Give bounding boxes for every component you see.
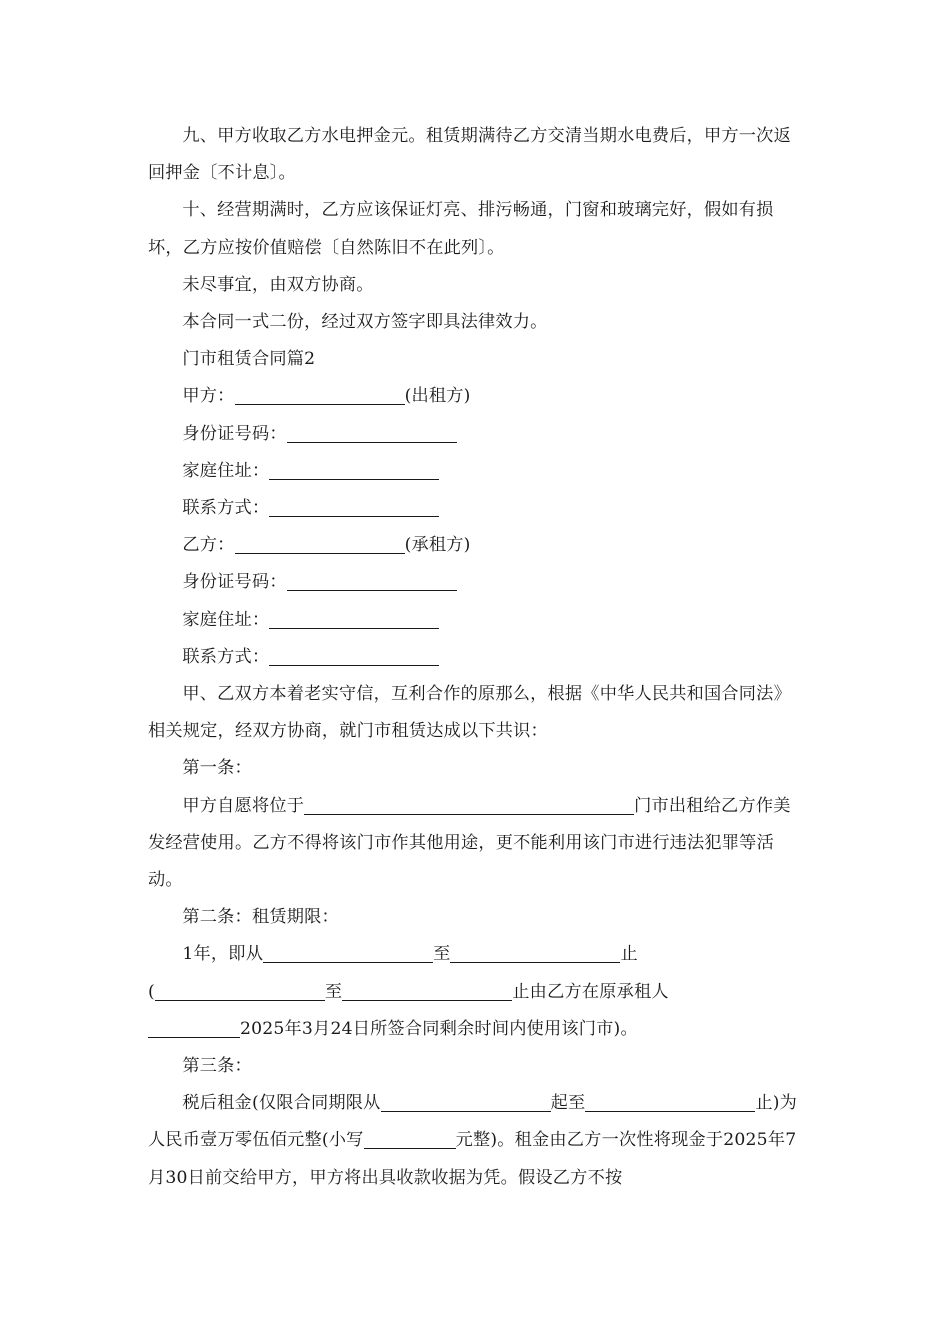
party-b-line — [148, 527, 802, 564]
party-a-label: 甲方： — [182, 386, 235, 407]
section-title: 门市租赁合同篇2 — [182, 349, 316, 370]
article-three-end-blank — [585, 1110, 755, 1112]
clause-ten: 十、经营期满时，乙方应该保证灯亮、排污畅通，门窗和玻璃完好，假如有损坏，乙方应按价值赔偿〔自然陈旧不在此列〕。 — [148, 200, 774, 258]
party-b-label: 乙方： — [182, 535, 235, 556]
article-one-heading: 第一条： — [182, 758, 252, 779]
party-a-contact-line — [148, 490, 802, 527]
article-two-t3: 止 — [620, 944, 638, 965]
party-a-id-label: 身份证号码： — [182, 423, 287, 444]
article-three-heading: 第三条： — [182, 1056, 252, 1077]
party-a-contact-label: 联系方式： — [182, 498, 270, 519]
article-two-lessee-blank — [148, 1036, 240, 1038]
party-b-contact-blank — [269, 664, 439, 666]
party-b-suffix: (承租方) — [404, 535, 471, 556]
article-three-body — [148, 1085, 802, 1197]
party-a-line — [148, 378, 802, 415]
party-b-address-blank — [269, 627, 439, 629]
party-a-id-line — [148, 416, 802, 453]
article-three-t4: 元整)。租金由乙方一次性将现金于2025年7月30日前交给甲方，甲方将出具收款收据为凭。假设乙方不按 — [148, 1130, 797, 1188]
party-a-address-line — [148, 453, 802, 490]
article-two-end-blank-2 — [342, 999, 512, 1001]
unfinished-matters: 未尽事宜，由双方协商。 — [182, 274, 374, 295]
article-two-t6: 止由乙方在原承租人 — [512, 981, 669, 1002]
party-a-suffix: (出租方) — [404, 386, 471, 407]
article-two-start-blank-2 — [155, 999, 325, 1001]
preamble: 甲、乙双方本着老实守信，互利合作的原那么，根据《中华人民共和国合同法》相关规定，经双方协商，就门市租赁达成以下共识： — [148, 684, 791, 742]
party-a-id-blank — [287, 441, 457, 443]
article-two-t2: 至 — [433, 944, 451, 965]
article-one-body — [148, 788, 802, 900]
article-two-t4: ( — [148, 981, 155, 1002]
party-a-address-label: 家庭住址： — [182, 460, 270, 481]
party-b-address-line — [148, 602, 802, 639]
party-b-id-line — [148, 564, 802, 601]
party-a-contact-blank — [269, 515, 439, 517]
article-two-body-cont2 — [148, 1011, 802, 1048]
party-b-contact-line — [148, 639, 802, 676]
article-two-t5: 至 — [324, 981, 343, 1002]
article-two-t1: 1年，即从 — [182, 944, 264, 965]
clause-nine: 九、甲方收取乙方水电押金元。租赁期满待乙方交清当期水电费后，甲方一次返回押金〔不计息〕。 — [148, 126, 791, 184]
copies-clause: 本合同一式二份，经过双方签字即具法律效力。 — [182, 312, 548, 333]
document-page — [148, 118, 802, 1197]
article-two-heading: 第二条：租赁期限： — [182, 907, 339, 928]
article-one-text-b: 门市出租给乙方作美发经营使用。乙方不得将该门市作其他用途，更不能利用该门市进行违法犯罪等活动。 — [148, 795, 791, 891]
party-b-contact-label: 联系方式： — [182, 646, 270, 667]
article-two-end-blank — [450, 961, 620, 963]
party-b-id-blank — [287, 589, 457, 591]
article-one-text-a: 甲方自愿将位于 — [182, 795, 305, 816]
party-a-blank — [235, 403, 405, 405]
article-two-t7: 2025年3月24日所签合同剩余时间内使用该门市)。 — [240, 1018, 638, 1039]
party-a-address-blank — [269, 478, 439, 480]
article-three-amount-blank — [364, 1147, 456, 1149]
party-b-id-label: 身份证号码： — [182, 572, 287, 593]
article-two-start-blank — [263, 961, 433, 963]
article-two-body-cont — [148, 974, 802, 1011]
article-one-location-blank — [304, 813, 634, 815]
article-three-t3: 止)为人民币壹万零伍佰元整(小写 — [148, 1093, 798, 1151]
article-three-t1: 税后租金(仅限合同期限从 — [182, 1093, 381, 1114]
party-b-blank — [235, 552, 405, 554]
article-three-t2: 起至 — [550, 1093, 586, 1114]
article-two-body — [148, 936, 802, 973]
party-b-address-label: 家庭住址： — [182, 609, 270, 630]
article-three-start-blank — [381, 1110, 551, 1112]
